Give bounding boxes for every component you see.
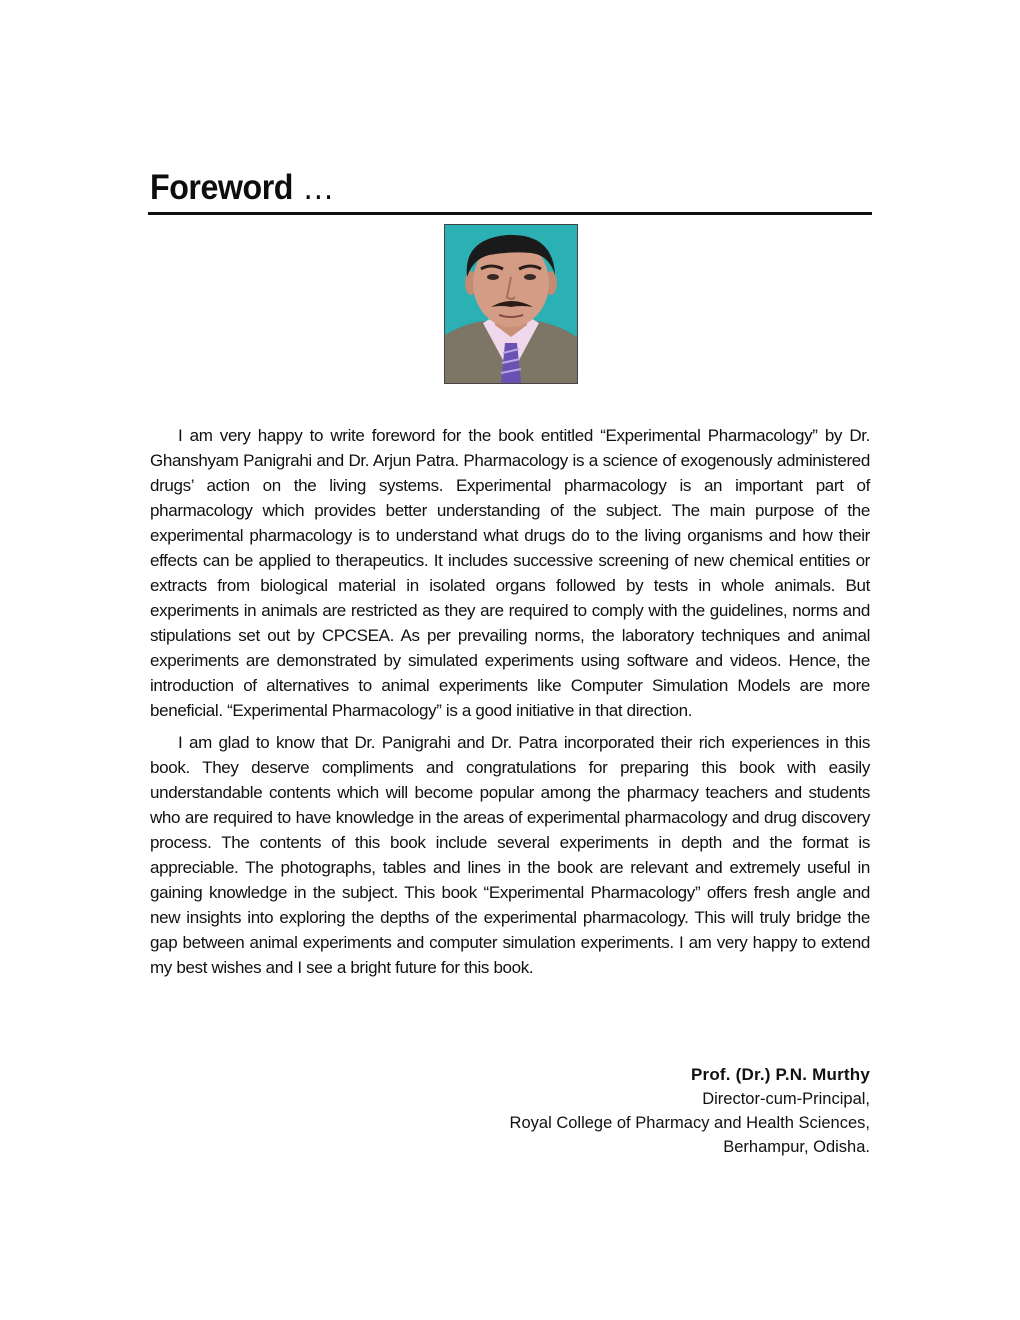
paragraph-1: I am very happy to write foreword for the book entitled “Experimental Pharmacology” by Dr. Ghanshyam Panigrahi and Dr. Arjun Patra. Pharmacology is a science of exogenously administered drugs’ action on the living systems. Experimental pharmacology is an important part of pharmacology which provides better understanding of the subject. The main purpose of the experimental pharmacology is to understand what drugs do to the living organisms and how their effects can be applied to therapeutics. It includes successive screening of new chemical entities or extracts from biological material in isolated organs followed by tests in whole animals. But experiments in animals are restricted as they are required to comply with the guidelines, norms and stipulations set out by CPCSEA. As per prevailing norms, the laboratory techniques and animal experiments are demonstrated by simulated experiments using software and videos. Hence, the introduction of alternatives to animal experiments like Computer Simulation Models are more beneficial. “Experimental Pharmacology” is a good initiative in that direction.	[150, 426, 870, 720]
foreword-body	[150, 423, 870, 980]
signatory-location: Berhampur, Odisha.	[723, 1138, 870, 1156]
foreword-page	[148, 160, 872, 1156]
portrait-photo-icon	[445, 225, 577, 383]
signatory-name: Prof. (Dr.) P.N. Murthy	[690, 1065, 870, 1084]
title-text: Foreword	[150, 168, 294, 207]
paragraph-2: I am glad to know that Dr. Panigrahi and Dr. Patra incorporated their rich experiences in this book. They deserve compliments and congratulations for preparing this book with easily understandable contents which will become popular among the pharmacy teachers and students who are required to have knowledge in the areas of experimental pharmacology and drug discovery process. The contents of this book include several experiments in depth and the format is appreciable. The photographs, tables and lines in the book are relevant and extremely useful in gaining knowledge in the subject. This book “Experimental Pharmacology” offers fresh angle and new insights into exploring the depths of the experimental pharmacology. This will truly bridge the gap between animal experiments and computer simulation experiments. I am very happy to extend my best wishes and I see a bright future for this book.	[150, 733, 870, 977]
title-ellipsis: …	[302, 168, 334, 207]
heading-block	[148, 160, 872, 215]
page-title	[150, 168, 334, 208]
author-portrait	[444, 224, 578, 384]
signature-block	[510, 1063, 870, 1159]
signatory-institution: Royal College of Pharmacy and Health Sciences,	[509, 1114, 870, 1132]
signatory-designation: Director-cum-Principal,	[702, 1090, 870, 1108]
